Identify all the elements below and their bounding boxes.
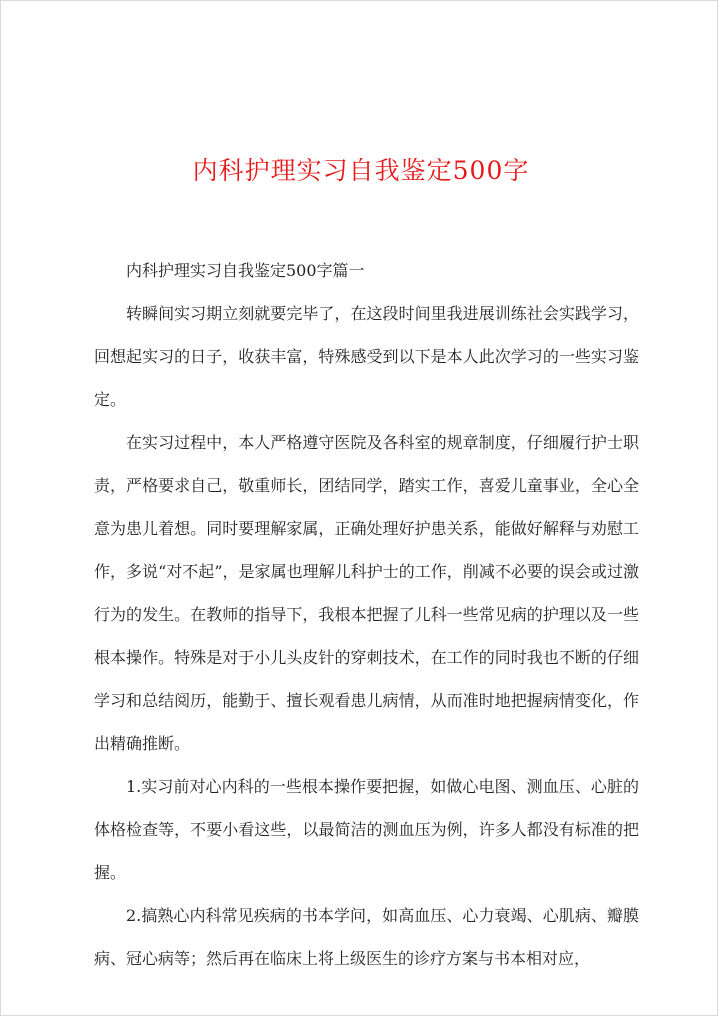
paragraph: 转瞬间实习期立刻就要完毕了，在这段时间里我进展训练社会实践学习，回想起实习的日子，收获丰富，特殊感受到以下是本人此次学习的一些实习鉴定。 xyxy=(94,304,639,409)
document-body xyxy=(94,249,639,980)
paragraph: 1.实习前对心内科的一些根本操作要把握，如做心电图、测血压、心脏的体格检查等，不要小看这些，以最简洁的测血压为例，许多人都没有标准的把握。 xyxy=(94,777,639,882)
section-heading: 内科护理实习自我鉴定500字篇一 xyxy=(126,261,365,280)
paragraph: 在实习过程中，本人严格遵守医院及各科室的规章制度，仔细履行护士职责，严格要求自己，敬重师长，团结同学，踏实工作，喜爱儿童事业，全心全意为患儿着想。同时要理解家属，正确处理好护患关系，能做好解释与劝慰工作，多说“对不起”，是家属也理解儿科护士的工作，削减不必要的误会或过激行为的发生。在教师的指导下，我根本把握了儿科一些常见病的护理以及一些根本操作。特殊是对于小儿头皮针的穿刺技术，在工作的同时我也不断的仔细学习和总结阅历，能勤于、擅长观看患儿病情，从而准时地把握病情变化，作出精确推断。 xyxy=(94,433,639,753)
document-title: 内科护理实习自我鉴定500字 xyxy=(192,156,530,185)
paragraph: 2.搞熟心内科常见疾病的书本学问，如高血压、心力衰竭、心肌病、瓣膜病、冠心病等；然后再在临床上将上级医生的诊疗方案与书本相对应， xyxy=(94,906,639,968)
